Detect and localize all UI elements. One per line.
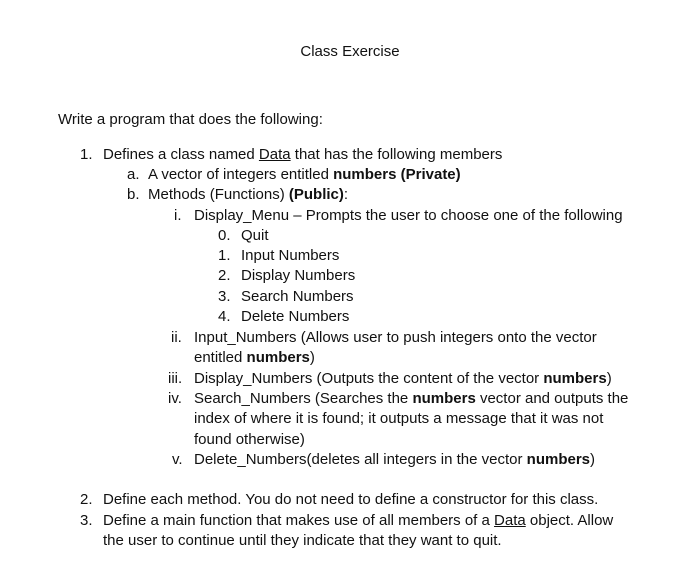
method-ii-text-cont: entitled numbers) — [194, 349, 315, 366]
item-2-text: Define each method. You do not need to define a constructor for this class. — [103, 491, 599, 508]
method-v-text: Delete_Numbers(deletes all integers in the vector numbers) — [194, 451, 596, 468]
method-i-text: Display_Menu – Prompts the user to choose one of the following — [194, 207, 623, 224]
menu-option: Input Numbers — [241, 247, 340, 264]
method-ii-text: Input_Numbers (Allows user to push integers onto the vector — [194, 329, 597, 346]
intro-text: Write a program that does the following: — [58, 111, 323, 128]
list-number: 4. — [218, 308, 231, 325]
data-class-name: Data — [258, 146, 291, 163]
method-iii-text: Display_Numbers (Outputs the content of the vector numbers) — [194, 370, 612, 387]
item-1a-text: A vector of integers entitled numbers (Private) — [148, 166, 461, 183]
list-number: ii. — [171, 329, 182, 346]
method-iv-text-cont: index of where it is found; it outputs a message that it was not — [194, 410, 604, 427]
menu-option: Delete Numbers — [241, 308, 350, 325]
menu-option: Search Numbers — [241, 288, 354, 305]
list-number: 3. — [80, 512, 93, 529]
item-1b-text: Methods (Functions) (Public): — [148, 186, 349, 203]
menu-option: Quit — [241, 227, 269, 244]
list-number: 1. — [80, 146, 93, 163]
method-iv-text: Search_Numbers (Searches the numbers vector and outputs the — [194, 390, 629, 407]
data-class-name: Data — [494, 512, 526, 529]
list-number: 0. — [218, 227, 231, 244]
item-1-text: Defines a class named Data that has the following members — [103, 146, 503, 163]
list-number: iv. — [168, 390, 182, 407]
item-3-text: Define a main function that makes use of all members of a Data object. Allow — [103, 512, 614, 529]
menu-option: Display Numbers — [241, 267, 356, 284]
method-iv-text-cont: found otherwise) — [194, 431, 305, 448]
list-number: i. — [174, 207, 182, 224]
list-number: 2. — [218, 267, 231, 284]
list-number: v. — [172, 451, 183, 468]
list-number: 2. — [80, 491, 93, 508]
list-number: 3. — [218, 288, 231, 305]
page-title: Class Exercise — [300, 43, 400, 60]
item-3-text-cont: the user to continue until they indicate that they want to quit. — [103, 532, 502, 549]
list-number: 1. — [218, 247, 231, 264]
list-number: iii. — [168, 370, 183, 387]
list-number: b. — [127, 186, 140, 203]
list-number: a. — [127, 166, 140, 183]
